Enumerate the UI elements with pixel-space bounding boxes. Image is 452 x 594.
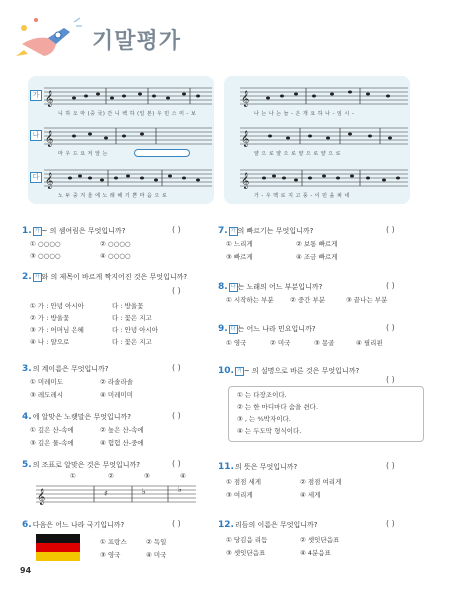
option[interactable]: ② ○○○○ <box>100 240 131 248</box>
question-number: 9. <box>218 324 228 334</box>
answer-paren[interactable]: ( ) <box>386 281 395 290</box>
option[interactable]: ① 는 다장조이다. <box>237 391 287 399</box>
answer-paren[interactable]: ( ) <box>172 286 181 295</box>
option[interactable]: ③ 깊은 물-속에 <box>30 439 74 447</box>
answer-paren[interactable]: ( ) <box>386 519 395 528</box>
option[interactable]: ④ 조금 빠르게 <box>296 253 338 261</box>
question-2 <box>22 272 187 282</box>
svg-text:♭: ♭ <box>178 485 182 494</box>
staff-label: 나 <box>30 130 42 141</box>
page-title: 기말평가 <box>92 29 182 54</box>
question-text: 의 계이름은 무엇입니까? <box>32 365 109 373</box>
lyrics-line: 얄 으 로 얄 으 로 얄 으 로 얄 으 로 <box>254 151 341 157</box>
question-number: 4. <box>22 412 32 422</box>
option[interactable]: ④ 는 두도막 형식이다. <box>237 427 302 435</box>
option[interactable]: ② 미국 <box>270 339 291 347</box>
option[interactable]: 다 : 꽃은 지고 <box>112 314 152 322</box>
answer-blank <box>134 149 190 157</box>
question-number: 8. <box>218 282 228 292</box>
staff-icon <box>36 482 196 506</box>
option[interactable]: ③ ○○○○ <box>30 252 61 260</box>
question-11 <box>218 462 297 472</box>
question-7 <box>218 226 313 236</box>
svg-text:𝄞: 𝄞 <box>45 131 54 147</box>
answer-paren[interactable]: ( ) <box>386 375 395 384</box>
staff-icon <box>240 84 408 108</box>
option[interactable]: ③ 끝나는 부분 <box>346 296 388 304</box>
option[interactable]: ② 독일 <box>146 538 167 546</box>
staff-label: 다 <box>30 172 42 183</box>
question-6 <box>22 520 124 530</box>
option[interactable]: ④ 세게 <box>300 491 321 499</box>
choice-mark[interactable]: ③ <box>144 472 150 480</box>
staff-icon <box>44 166 212 190</box>
svg-text:𝄞: 𝄞 <box>241 131 250 147</box>
options-box <box>228 386 424 442</box>
question-text: 의 조표로 알맞은 것은 무엇입니까? <box>32 461 140 469</box>
option[interactable]: ① 느리게 <box>226 240 253 248</box>
question-3 <box>22 364 108 374</box>
option[interactable]: ③ 가 : 어머님 은혜 <box>30 326 84 334</box>
option[interactable]: ④ 필리핀 <box>356 339 383 347</box>
option[interactable]: 다 : 꽃은 지고 <box>112 338 152 346</box>
option[interactable]: 다 : 안녕 아시아 <box>112 326 159 334</box>
svg-text:♭: ♭ <box>142 487 146 496</box>
question-number: 12. <box>218 520 234 530</box>
question-number: 11. <box>218 462 234 472</box>
key-signature-choices <box>36 472 196 508</box>
page-number: 94 <box>20 566 32 575</box>
question-text: 의 뜻은 무엇입니까? <box>234 463 298 471</box>
option[interactable]: ① ○○○○ <box>30 240 61 248</box>
question-text: ~ 의 셈여림은 무엇입니까? <box>41 227 126 235</box>
question-text: 는 노래의 어느 부분입니까? <box>237 283 323 291</box>
staff-icon <box>240 166 408 190</box>
option[interactable]: ① 영국 <box>226 339 247 347</box>
option[interactable]: ③ 셋잇단음표 <box>226 549 266 557</box>
question-8 <box>218 282 322 292</box>
lyrics-line: 나 는 나 는 늘 - 은 개 요 하 나 - 임 시 - <box>254 111 355 117</box>
option[interactable]: ② 높은 산-속에 <box>100 426 144 434</box>
answer-paren[interactable]: ( ) <box>386 225 395 234</box>
choice-mark[interactable]: ① <box>70 472 76 480</box>
answer-paren[interactable]: ( ) <box>172 459 181 468</box>
question-number: 2. <box>22 272 32 282</box>
question-number: 1. <box>22 226 32 236</box>
option[interactable]: ② 라솔라솔 <box>100 378 134 386</box>
question-text: 다음은 어느 나라 국기입니까? <box>32 521 125 529</box>
question-12 <box>218 520 318 530</box>
staff-icon <box>44 124 212 148</box>
option[interactable]: ④ 나 : 얄으로 <box>30 338 70 346</box>
question-text: ~ 의 설명으로 바른 것은 무엇입니까? <box>243 367 360 375</box>
option[interactable]: ③ 레도레시 <box>30 391 64 399</box>
option[interactable]: ① 깊은 산-속에 <box>30 426 74 434</box>
question-text: 의 빠르기는 무엇입니까? <box>237 227 314 235</box>
option[interactable]: ② 중간 부분 <box>290 296 326 304</box>
question-text: 는 어느 나라 민요입니까? <box>237 325 316 333</box>
label-tag: 가 <box>34 227 40 234</box>
question-text: 리듬의 이름은 무엇입니까? <box>234 521 318 529</box>
label-tag: 가 <box>230 227 236 234</box>
svg-text:𝄞: 𝄞 <box>37 489 46 505</box>
option[interactable]: ④ ○○○○ <box>100 252 131 260</box>
question-number: 7. <box>218 226 228 236</box>
option[interactable]: ③ 여리게 <box>226 491 253 499</box>
option[interactable]: ② 보통 빠르게 <box>296 240 338 248</box>
question-4 <box>22 412 131 422</box>
option[interactable]: ② 점점 여리게 <box>300 478 342 486</box>
answer-paren[interactable]: ( ) <box>386 323 395 332</box>
svg-text:𝄞: 𝄞 <box>241 173 250 189</box>
question-text: 와 의 제목이 바르게 짝지어진 것은 무엇입니까? <box>41 273 188 281</box>
choice-mark[interactable]: ② <box>108 472 114 480</box>
label-tag: 나 <box>230 283 236 290</box>
option[interactable]: ③ 영국 <box>100 551 121 559</box>
rocket-icon <box>14 14 84 58</box>
question-number: 6. <box>22 520 32 530</box>
option[interactable]: ③ 몽골 <box>314 339 335 347</box>
option[interactable]: ③ 빠르게 <box>226 253 253 261</box>
lyrics-line: 가 - 우 멕 로 지 고 풍 - 이 민 을 퍼 네 <box>254 193 350 199</box>
option[interactable]: ④ 미국 <box>146 551 167 559</box>
question-9 <box>218 324 316 334</box>
music-box-right <box>224 76 410 204</box>
svg-text:𝄞: 𝄞 <box>45 173 54 189</box>
answer-paren[interactable]: ( ) <box>172 363 181 372</box>
answer-paren[interactable]: ( ) <box>172 225 181 234</box>
question-number: 5. <box>22 460 32 470</box>
answer-paren[interactable]: ( ) <box>386 461 395 470</box>
svg-text:♯: ♯ <box>104 489 108 498</box>
option[interactable]: 다 : 방울꽃 <box>112 302 144 310</box>
option[interactable]: ① 미레미도 <box>30 378 64 386</box>
lyrics-line: 마 우 드 요 저 앞 는 <box>58 151 108 157</box>
question-5 <box>22 460 140 470</box>
label-tag: 가 <box>34 273 40 280</box>
option[interactable]: ② 셋잇단음표 <box>300 536 340 544</box>
answer-paren[interactable]: ( ) <box>172 519 181 528</box>
option[interactable]: ④ 4분음표 <box>300 549 331 557</box>
svg-text:𝄞: 𝄞 <box>45 91 54 107</box>
option[interactable]: ③ , 는 ⅘박자이다. <box>237 415 291 423</box>
option[interactable]: ① 점점 세게 <box>226 478 262 486</box>
answer-paren[interactable]: ( ) <box>172 411 181 420</box>
choice-mark[interactable]: ④ <box>180 472 186 480</box>
option[interactable]: ② 는 한 마디마다 숨을 쉰다. <box>237 403 319 411</box>
option[interactable]: ① 가 : 안녕 아시아 <box>30 302 84 310</box>
svg-text:𝄞: 𝄞 <box>241 91 250 107</box>
option[interactable]: ① 당김음 리듬 <box>226 536 268 544</box>
question-number: 10. <box>218 366 234 376</box>
option[interactable]: ① 시작하는 부분 <box>226 296 274 304</box>
music-box-left <box>28 76 214 204</box>
question-number: 3. <box>22 364 32 374</box>
option[interactable]: ④ 험험 산-중에 <box>100 439 144 447</box>
header <box>14 14 204 58</box>
lyrics-line: 노 두 중 겨 울 에 노 래 해 기 쁜 마 음 으 로 <box>58 193 168 199</box>
question-1 <box>22 226 125 236</box>
label-tag: 가 <box>236 367 242 374</box>
question-10 <box>218 366 359 376</box>
staff-icon <box>44 84 212 108</box>
option[interactable]: ① 프랑스 <box>100 538 127 546</box>
germany-flag-icon <box>36 534 80 561</box>
lyrics-line: 니 하 오 마 (중 국) 간 니 벡 하 (일 본) 우 민 스 미 - 보 <box>58 111 197 117</box>
staff-label: 가 <box>30 90 42 101</box>
staff-icon <box>240 124 408 148</box>
option[interactable]: ④ 미레미미 <box>100 391 134 399</box>
option[interactable]: ② 가 : 방울꽃 <box>30 314 70 322</box>
question-text: 에 알맞은 노랫말은 무엇입니까? <box>32 413 131 421</box>
label-tag: 다 <box>230 325 236 332</box>
